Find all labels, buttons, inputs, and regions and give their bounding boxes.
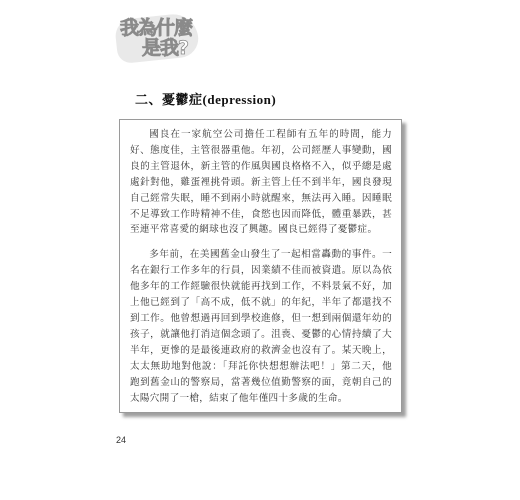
logo-text [120,18,192,58]
section-title-latin: (depression) [202,92,277,107]
logo-line-1: 我為什麼 [120,17,193,39]
case-study-box [119,119,402,413]
case-paragraph-1: 國良在一家航空公司擔任工程師有五年的時間，能力好、態度佳，主管很器重他。年初，公司經歷人事變動，國良的主管退休，新主管的作風與國良格格不入，似乎總是處處針對他，雞蛋裡挑骨頭。新主管上任不到半年，國良發現自己經常失眠，睡不到兩小時就醒來，無法再入睡。因睡眠不足導致工作時精神不佳，食慾也因而降低，體重暴跌，甚至連平常喜愛的網球也沒了興趣。國良已經得了憂鬱症。 [130,129,392,236]
section-title [135,89,276,108]
page-number: 24 [116,435,127,445]
logo-line-2: 是我? [142,37,189,59]
book-logo [108,8,238,66]
section-title-text: 二、憂鬱症 [135,93,203,108]
case-paragraph-2: 多年前，在美國舊金山發生了一起相當轟動的事件。一名在銀行工作多年的行員，因業績不佳而被資遣。原以為依他多年的工作經驗很快就能再找到工作，不料景氣不好，加上他已經到了「高不成，低不就」的年紀，半年了都還找不到工作。他曾想過再回到學校進修，但一想到兩個還年幼的孩子，就讓他打消這個念頭了。沮喪、憂鬱的心情持續了大半年，更慘的是最後連政府的救濟金也沒有了。某天晚上，太太無助地對他說：「拜託你快想想辦法吧！」第二天，他跑到舊金山的警察局，當著幾位值勤警察的面，竟朝自己的太陽穴開了一槍，結束了他年僅四十多歲的生命。 [130,249,392,404]
